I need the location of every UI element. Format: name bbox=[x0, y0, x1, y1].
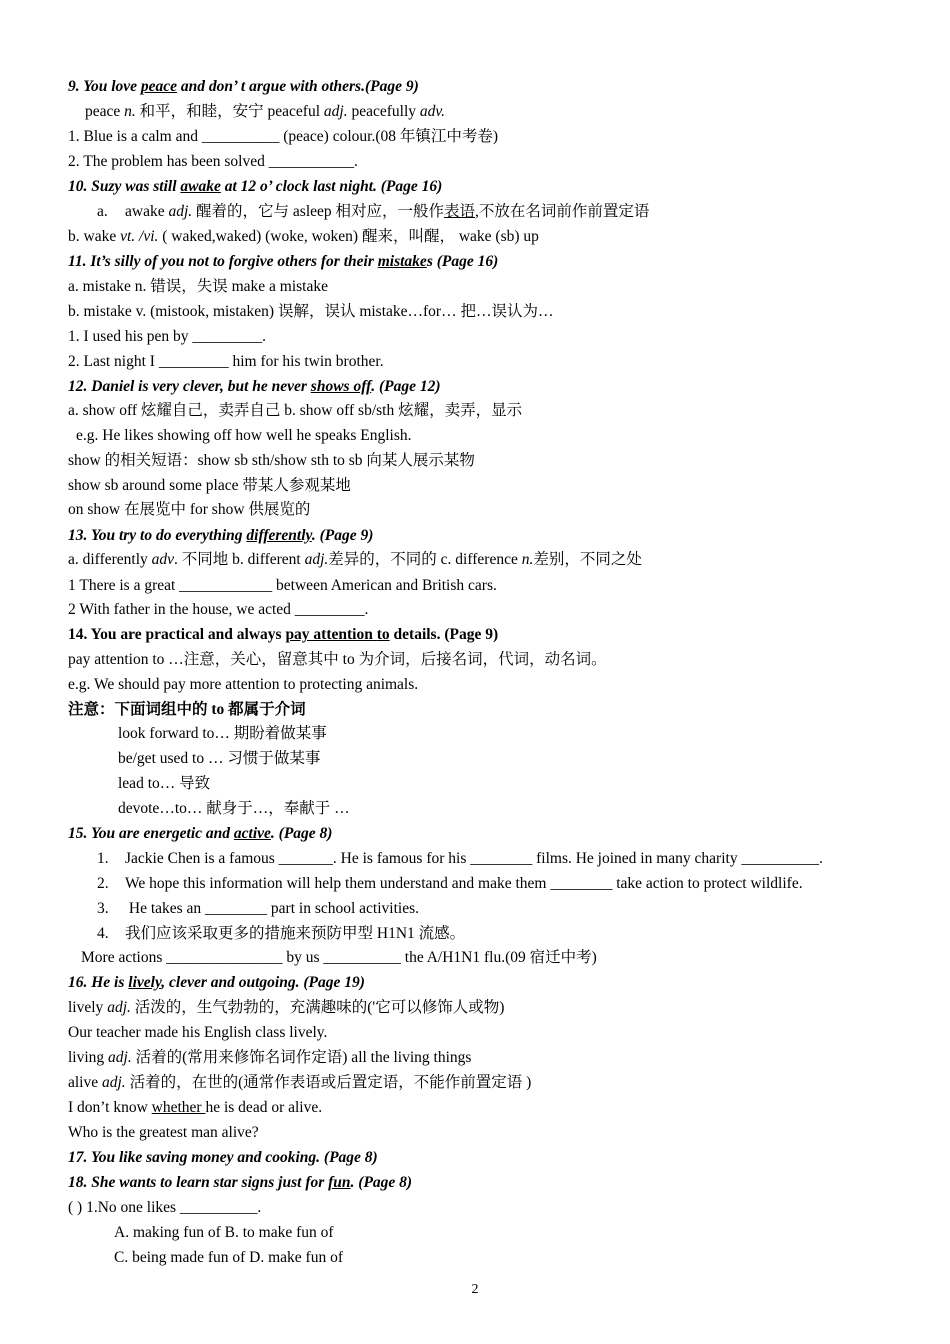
example-line: Who is the greatest man alive? bbox=[68, 1124, 259, 1141]
heading-16: 16. He is lively, clever and outgoing. (Page 19) bbox=[68, 974, 365, 991]
note-line: living adj. 活着的(常用来修饰名词作定语) all the living things bbox=[68, 1049, 472, 1066]
phrase-line: lead to… 导致 bbox=[118, 775, 211, 792]
heading-10: 10. Suzy was still awake at 12 o’ clock last night. (Page 16) bbox=[68, 178, 443, 195]
exercise-line: More actions _______________ by us __________ the A/H1N1 flu.(09 宿迁中考) bbox=[81, 949, 597, 966]
choice-options: A. making fun of B. to make fun of bbox=[114, 1224, 334, 1241]
choice-options: C. being made fun of D. make fun of bbox=[114, 1249, 343, 1266]
note-line: a. awake adj. 醒着的，它与 asleep 相对应，一般作表语,不放在名词前作前置定语 bbox=[97, 203, 650, 220]
numbered-exercise: 4. 我们应该采取更多的措施来预防甲型 H1N1 流感。 bbox=[97, 925, 466, 942]
note-line: alive adj. 活着的，在世的(通常作表语或后置定语，不能作前置定语 ) bbox=[68, 1074, 532, 1091]
example-line: I don’t know whether he is dead or alive. bbox=[68, 1099, 323, 1116]
numbered-exercise: 3. He takes an ________ part in school activities. bbox=[97, 900, 420, 917]
exercise-line: 1. Blue is a calm and __________ (peace) colour.(08 年镇江中考卷) bbox=[68, 128, 499, 145]
note-line: lively adj. 活泼的，生气勃勃的，充满趣味的('它可以修饰人或物) bbox=[68, 999, 505, 1016]
example-line: Our teacher made his English class lively. bbox=[68, 1024, 328, 1041]
heading-11: 11. It’s silly of you not to forgive others for their mistakes (Page 16) bbox=[68, 253, 499, 270]
heading-14: 14. You are practical and always pay attention to details. (Page 9) bbox=[68, 626, 499, 643]
note-line: show sb around some place 带某人参观某地 bbox=[68, 477, 351, 494]
numbered-exercise: 1. Jackie Chen is a famous _______. He is famous for his ________ films. He joined in many charity __________. bbox=[97, 850, 823, 867]
note-line: pay attention to …注意，关心，留意其中 to 为介词，后接名词，代词，动名词。 bbox=[68, 651, 607, 668]
note-line: a. show off 炫耀自己，卖弄自己 b. show off sb/sth 炫耀，卖弄，显示 bbox=[68, 402, 523, 419]
heading-18: 18. She wants to learn star signs just for fun. (Page 8) bbox=[68, 1174, 413, 1191]
note-line: b. mistake v. (mistook, mistaken) 误解，误认 mistake…for… 把…误认为… bbox=[68, 303, 554, 320]
note-line: show 的相关短语：show sb sth/show sth to sb 向某人展示某物 bbox=[68, 452, 475, 469]
exercise-line: 1. I used his pen by _________. bbox=[68, 328, 267, 345]
note-line: a. mistake n. 错误，失误 make a mistake bbox=[68, 278, 328, 295]
exercise-line: 2 With father in the house, we acted _________. bbox=[68, 601, 369, 618]
exercise-line: 2. Last night I _________ him for his twin brother. bbox=[68, 353, 384, 370]
note-line: b. wake vt. /vi. ( waked,waked) (woke, woken) 醒来，叫醒， wake (sb) up bbox=[68, 228, 539, 245]
attention-note: 注意：下面词组中的 to 都属于介词 bbox=[68, 701, 306, 718]
note-line: on show 在展览中 for show 供展览的 bbox=[68, 501, 311, 518]
heading-15: 15. You are energetic and active. (Page 8) bbox=[68, 825, 333, 842]
example-line: e.g. He likes showing off how well he speaks English. bbox=[76, 427, 412, 444]
example-line: e.g. We should pay more attention to protecting animals. bbox=[68, 676, 419, 693]
heading-13: 13. You try to do everything differently. (Page 9) bbox=[68, 527, 374, 544]
page-number: 2 bbox=[471, 1282, 479, 1297]
note-line: peace n. 和平，和睦，安宁 peaceful adj. peacefully adv. bbox=[85, 103, 445, 120]
exercise-line: 2. The problem has been solved ___________. bbox=[68, 153, 358, 170]
heading-12: 12. Daniel is very clever, but he never shows off. (Page 12) bbox=[68, 378, 441, 395]
phrase-line: devote…to… 献身于…，奉献于 … bbox=[118, 800, 350, 817]
phrase-line: look forward to… 期盼着做某事 bbox=[118, 725, 327, 742]
note-line: a. differently adv. 不同地 b. different adj.差异的，不同的 c. difference n.差别，不同之处 bbox=[68, 551, 642, 568]
numbered-exercise: 2. We hope this information will help them understand and make them ________ take action to protect wildlife. bbox=[97, 875, 803, 892]
heading-9: 9. You love peace and don’ t argue with others.(Page 9) bbox=[68, 78, 419, 95]
choice-question: ( ) 1.No one likes __________. bbox=[68, 1199, 262, 1216]
exercise-line: 1 There is a great ____________ between American and British cars. bbox=[68, 577, 497, 594]
phrase-line: be/get used to … 习惯于做某事 bbox=[118, 750, 321, 767]
heading-17: 17. You like saving money and cooking. (Page 8) bbox=[68, 1149, 378, 1166]
